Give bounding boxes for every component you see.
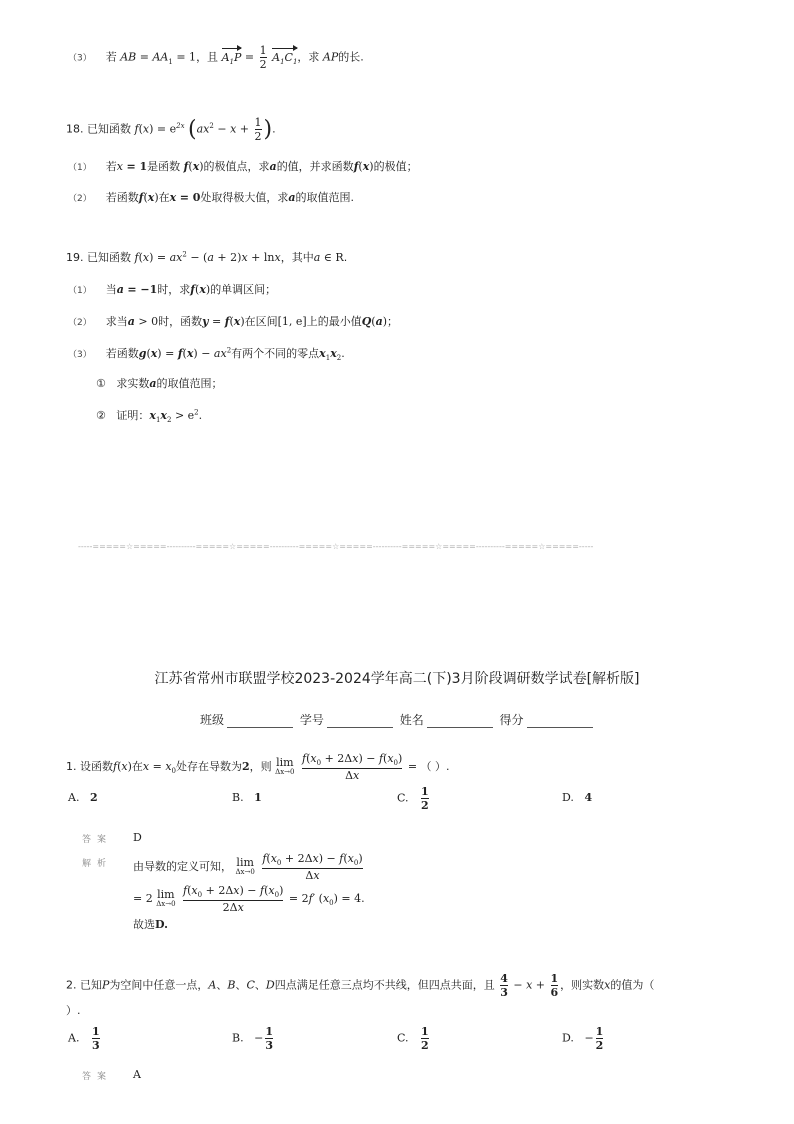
class-blank: [227, 715, 293, 728]
q19-part1: （1） 当a = −1时，求f(x)的单调区间；: [68, 283, 277, 296]
q1-answer-label: 答案: [82, 835, 113, 845]
name-label: 姓名: [399, 713, 424, 727]
q1-answer: D: [133, 831, 142, 844]
student-info-line: [200, 711, 596, 728]
q19-part3: （3） 若函数$g(x) = f(x) - ax^2$有两个不同的零点$x_1x_2$.: [68, 346, 345, 363]
q2-option-a[interactable]: A. $\frac{1}{3}$: [68, 1025, 100, 1053]
q1-solution-line1: 由导数的定义可知， lim Δx→0 $\frac{f(x_0 + 2\Delta x) - f(x_0)}{\Delta x}$: [133, 852, 363, 882]
q2-option-d[interactable]: D. − $\frac{1}{2}$: [562, 1025, 604, 1053]
section-divider: -----=====☆=====----------=====☆=====----------=====☆=====----------=====☆=====----------=====☆=====-----: [78, 542, 594, 551]
document-title: 江苏省常州市联盟学校2023-2024学年高二(下)3月阶段调研数学试卷[解析版]: [154, 671, 640, 687]
q19-part2: （2） 求当a > 0时，函数y = f(x)在区间[1, e]上的最小值Q(a)；: [68, 315, 399, 328]
q1-option-b[interactable]: B. 1: [232, 791, 262, 804]
q19-part3-sub1: ① 求实数a的取值范围；: [96, 377, 223, 390]
q1-solution-line3: 故选D.: [133, 918, 168, 931]
q19-stem: 19. 已知函数 $f(x) = ax^2 - (a + 2)x + \ln x$，其中a ∈ R.: [66, 250, 348, 264]
q2-stem: 2. 已知P为空间中任意一点，A、B、C、D四点满足任意三点均不共线，但四点共面，且 $\frac{4}{3}$ − x + $\frac{1}{6}$ ，则实数x的值为（: [66, 972, 655, 1000]
q1-option-d[interactable]: D. 4: [562, 791, 593, 804]
q1-option-c[interactable]: C. $\frac{1}{2}$: [397, 785, 429, 813]
q2-answer: A: [133, 1068, 141, 1081]
q1-stem: 1. 设函数f(x)在$x = x_0$处存在导数为2，则 lim Δx→0 $\frac{f(x_0 + 2\Delta x) - f(x_0)}{\Delta x}$ = （ ）.: [66, 752, 450, 782]
q19-part3-sub2: ② 证明：$x_1x_2 > e^2$.: [96, 408, 203, 425]
q18-part1: （1） 若x = 1是函数 f(x)的极值点，求a的值，并求函数f(x)的极值；: [68, 160, 418, 173]
score-label: 得分: [499, 713, 524, 727]
q1-solution-line2: = 2 lim Δx→0 $\frac{f(x_0 + 2\Delta x) - f(x_0)}{2\Delta x}$ = 2f′ $(x_0) = 4$.: [133, 884, 365, 914]
q17-part3: （3） 若 AB = $AA_1 = 1$，且 $A_1P$ = $\frac{1}{2}$ $A_1C_1$，求 AP的长.: [68, 44, 364, 72]
q2-answer-label: 答案: [82, 1072, 113, 1082]
class-label: 班级: [200, 713, 225, 727]
id-blank: [327, 715, 393, 728]
q2-option-c[interactable]: C. $\frac{1}{2}$: [397, 1025, 429, 1053]
q1-option-a[interactable]: A. 2: [68, 791, 98, 804]
q18-part2: （2） 若函数f(x)在x = 0处取得极大值，求a的取值范围.: [68, 191, 355, 204]
q18-stem: 18. 已知函数 $f(x) = e^{2x}$ ($ax^2 - x$ + $\frac{1}{2}$ ).: [66, 116, 276, 144]
q2-option-b[interactable]: B. − $\frac{1}{3}$: [232, 1025, 273, 1053]
q1-analysis-label: 解析: [82, 859, 113, 869]
name-blank: [427, 715, 493, 728]
id-label: 学号: [299, 713, 324, 727]
score-blank: [527, 715, 593, 728]
q2-stem-end: ）.: [66, 1004, 81, 1017]
